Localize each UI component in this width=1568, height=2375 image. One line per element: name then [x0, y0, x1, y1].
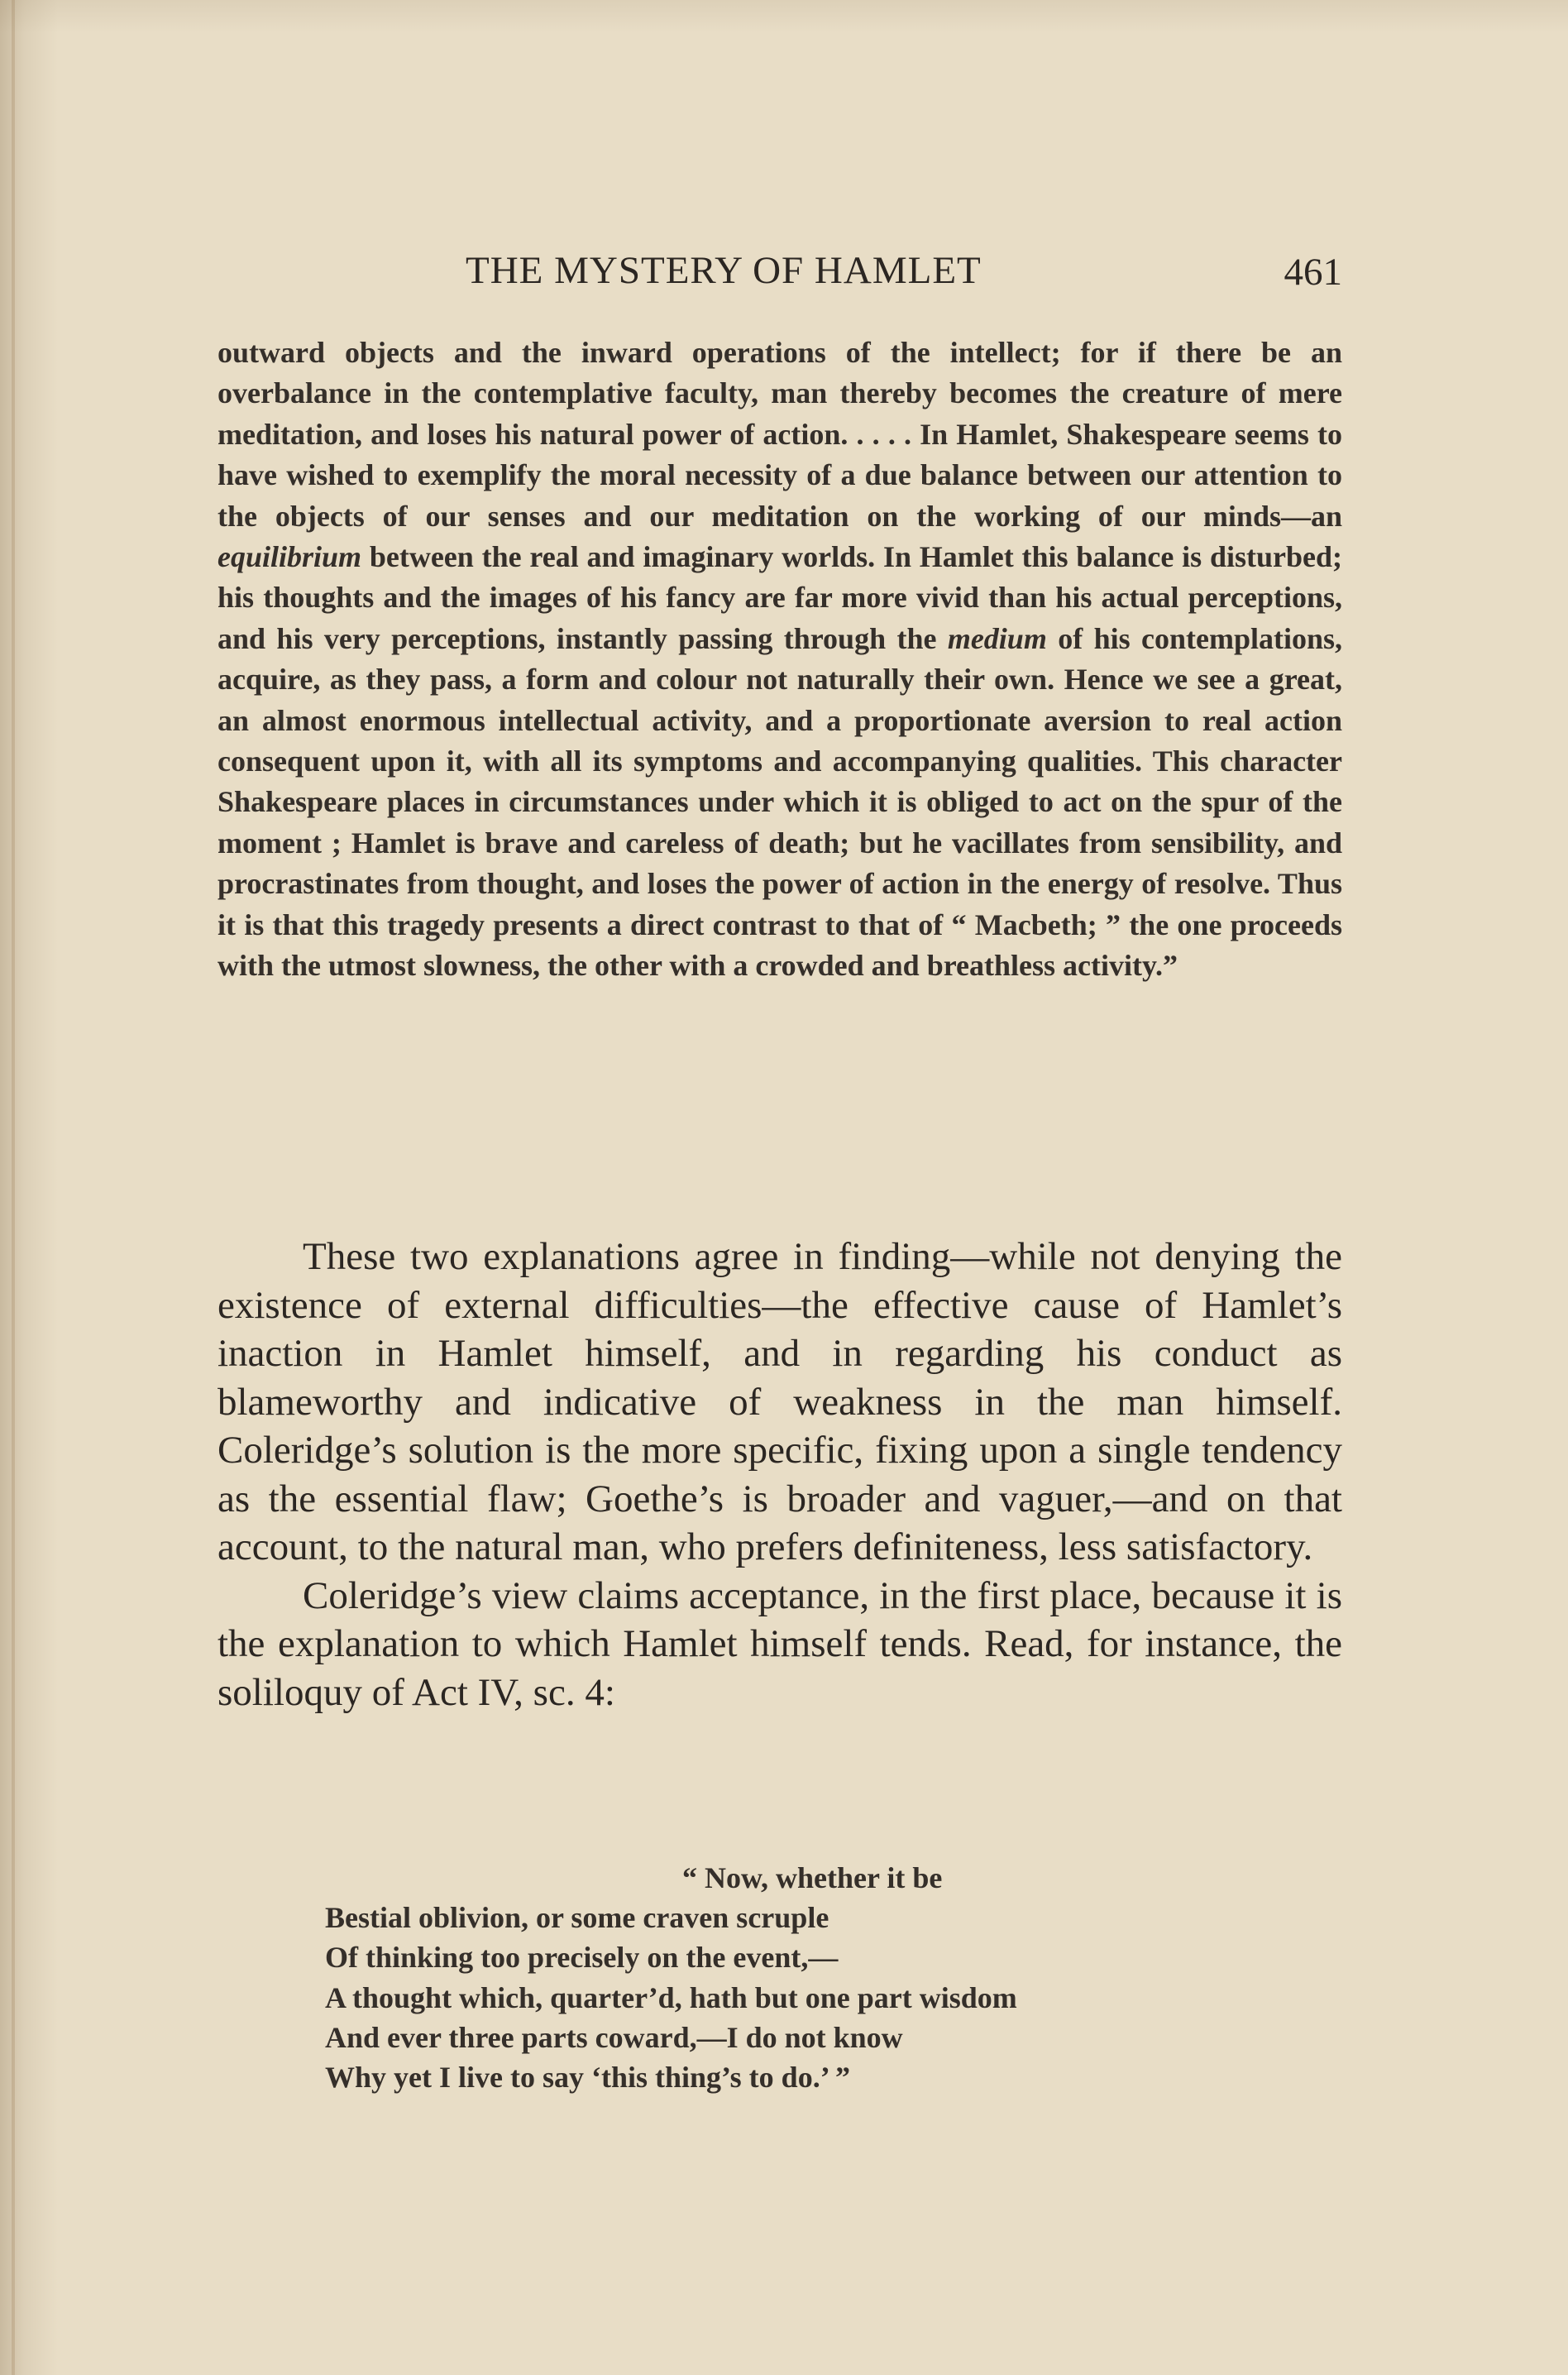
verse-line-5: And ever three parts coward,—I do not know: [325, 2020, 903, 2054]
page-number: 461: [1284, 251, 1342, 294]
quote-text-3: of his contemplations, acquire, as they pass, a form and colour not naturally their own. Hence we see a great, an almost enormous intellectual activity, and a proportionate aversion to real action consequent upon it, with all its symptoms and accompanying qualities. This character Shakespeare places in circumstances under which it is obliged to act on the spur of the moment ; Hamlet is brave and careless of death; but he vacillates from sensibility, and procrastinates from thought, and loses the power of action in the energy of resolve. Thus it is that this tragedy presents a direct contrast to that of “ Macbeth; ” the one proceeds with the utmost slowness, the other with a crowded and breathless activity.”: [218, 621, 1342, 983]
quoted-paragraph: [218, 333, 1342, 987]
verse-line-2: Bestial oblivion, or some craven scruple: [325, 1901, 829, 1935]
quote-text-1: outward objects and the inward operations of the intellect; for if there be an overbalance in the contemplative faculty, man thereby becomes the creature of mere meditation, and loses his natural power of action. . . . . In Hamlet, Shakespeare seems to have wished to exemplify the moral necessity of a due balance between our attention to the objects of our senses and our meditation on the working of our minds—an: [218, 336, 1342, 533]
verse-quotation: [325, 1858, 1235, 2097]
page-header: [218, 248, 1342, 298]
verse-line-6: Why yet I live to say ‘this thing’s to do.’ ”: [325, 2061, 851, 2095]
verse-line-1: “ Now, whether it be: [682, 1861, 943, 1894]
verse-line-3: Of thinking too precisely on the event,—: [325, 1941, 839, 1975]
running-head: THE MYSTERY OF HAMLET: [466, 249, 982, 292]
quote-text-2: between the real and imaginary worlds. In Hamlet this balance is disturbed; his thoughts and the images of his fancy are far more vivid than his actual perceptions, and his very perceptions, instantly passing through the: [218, 540, 1342, 655]
body-paragraph-1: These two explanations agree in finding—while not denying the existence of external difficulties—the effective cause of Hamlet’s inaction in Hamlet himself, and in regarding his conduct as blameworthy and indicative of weakness in the man himself. Coleridge’s solution is the more specific, fixing upon a single tendency as the essential flaw; Goethe’s is broader and vaguer,—and on that account, to the natural man, who prefers definiteness, less satisfactory.: [218, 1235, 1342, 1568]
verse-line-4: A thought which, quarter’d, hath but one part wisdom: [325, 1980, 1017, 2014]
quoted-passage: [218, 333, 1342, 987]
quote-emphasis-medium: medium: [947, 621, 1047, 655]
body-text: [218, 1233, 1342, 1717]
book-spine-shadow: [12, 0, 15, 2375]
quote-emphasis-equilibrium: equilibrium: [218, 540, 362, 574]
body-paragraph-2: Coleridge’s view claims acceptance, in the first place, because it is the explanation to which Hamlet himself tends. Read, for instance, the soliloquy of Act IV, sc. 4:: [218, 1573, 1342, 1714]
